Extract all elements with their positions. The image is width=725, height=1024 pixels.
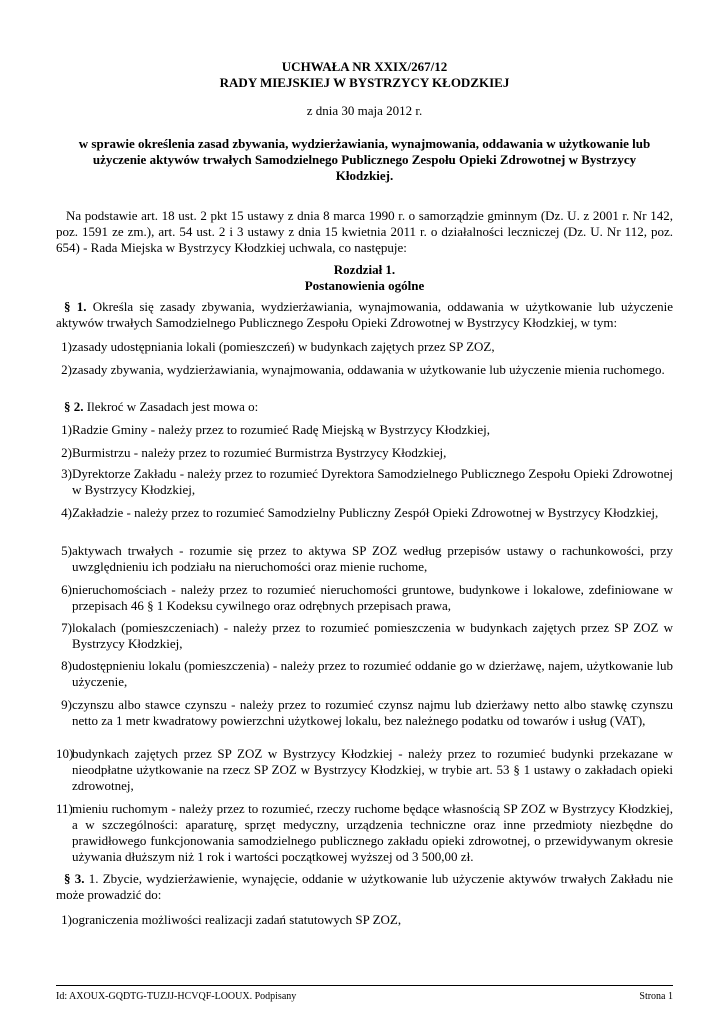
list-item-text: czynszu albo stawce czynszu - należy przez to rozumieć czynsz najmu lub dzierżawy netto albo stawkę czynszu netto za 1 metr kwadratowy powierzchni użytkowej lokalu, bez należnego podatku od towarów i usług (VAT),	[72, 697, 673, 728]
list-item	[56, 466, 673, 498]
preamble: Na podstawie art. 18 ust. 2 pkt 15 ustawy z dnia 8 marca 1990 r. o samorządzie gminnym (Dz. U. z 2001 r. Nr 142, poz. 1591 ze zm.), art. 54 ust. 2 i 3 ustawy z dnia 15 kwietnia 2011 r. o działalności leczniczej (Dz. U. Nr 112, poz. 654) - Rada Miejska w Bystrzycy Kłodzkiej uchwala, co następuje:	[56, 208, 673, 255]
list-item-text: Zakładzie - należy przez to rozumieć Samodzielny Publiczny Zespół Opieki Zdrowotnej w Bystrzycy Kłodzkiej,	[72, 505, 659, 520]
paragraph-1-text: Określa się zasady zbywania, wydzierżawiania, wynajmowania, oddawania w użytkowanie lub użyczenie aktywów trwałych Samodzielnego Publicznego Zespołu Opieki Zdrowotnej w Bystrzycy Kłodzkiej, w tym:	[56, 299, 673, 330]
list-item	[56, 339, 673, 355]
document-id: Id: AXOUX-GQDTG-TUZJJ-HCVQF-LOOUX. Podpisany	[56, 991, 297, 1002]
list-item	[56, 746, 673, 794]
list-item-text: zasady udostępniania lokali (pomieszczeń) w budynkach zajętych przez SP ZOZ,	[72, 339, 495, 354]
list-item-number: 1)	[61, 339, 72, 354]
list-item-number: 2)	[61, 445, 72, 460]
list-item-text: lokalach (pomieszczeniach) - należy przez to rozumieć pomieszczenia w budynkach zajętych przez SP ZOZ w Bystrzycy Kłodzkiej,	[72, 620, 673, 651]
list-item-number: 1)	[61, 422, 72, 437]
list-item-number: 4)	[61, 505, 72, 520]
list-item-text: nieruchomościach - należy przez to rozumieć nieruchomości gruntowe, budynkowe i lokalowe, zdefiniowane w przepisach 46 § 1 Kodeksu cywilnego oraz odrębnych przepisach prawa,	[72, 582, 673, 613]
list-item-number: 10)	[56, 746, 74, 761]
chapter-heading	[56, 262, 673, 294]
list-item	[56, 801, 673, 865]
list-item	[56, 912, 673, 928]
paragraph-3-text: 1. Zbycie, wydzierżawienie, wynajęcie, oddanie w użytkowanie lub użyczenie aktywów trwałych Zakładu nie może prowadzić do:	[56, 871, 673, 902]
list-item-text: ograniczenia możliwości realizacji zadań statutowych SP ZOZ,	[72, 912, 402, 927]
chapter-number: Rozdział 1.	[333, 262, 396, 277]
list-item-number: 2)	[61, 362, 72, 377]
resolution-title	[56, 59, 673, 91]
subject-line-2: użyczenie aktywów trwałych Samodzielnego Publicznego Zespołu Opieki Zdrowotnej w Bystrzycy	[92, 152, 637, 167]
list-item-text: budynkach zajętych przez SP ZOZ w Bystrzycy Kłodzkiej - należy przez to rozumieć budynki przekazane w nieodpłatne użytkowanie na rzecz SP ZOZ w Bystrzycy Kłodzkiej, w trybie art. 53 § 1 ustawy o zakładach opieki zdrowotnej,	[72, 746, 673, 793]
list-item-text: zasady zbywania, wydzierżawiania, wynajmowania, oddawania w użytkowanie lub użyczenie mienia ruchomego.	[72, 362, 665, 377]
list-item	[56, 620, 673, 652]
list-item-text: udostępnieniu lokalu (pomieszczenia) - należy przez to rozumieć oddanie go w dzierżawę, najem, użytkowanie lub użyczenie,	[72, 658, 673, 689]
list-item	[56, 658, 673, 690]
subject-line-3: Kłodzkiej.	[335, 168, 394, 183]
list-item-text: Dyrektorze Zakładu - należy przez to rozumieć Dyrektora Samodzielnego Publicznego Zespołu Opieki Zdrowotnej w Bystrzycy Kłodzkiej,	[72, 466, 673, 497]
list-item-number: 5)	[61, 543, 72, 558]
list-item	[56, 362, 673, 378]
page-number: Strona 1	[639, 991, 673, 1002]
paragraph-3-label: § 3.	[64, 871, 85, 886]
list-item-number: 3)	[61, 466, 72, 481]
list-item	[56, 697, 673, 729]
chapter-title: Postanowienia ogólne	[304, 278, 425, 293]
list-item-text: Radzie Gminy - należy przez to rozumieć Radę Miejską w Bystrzycy Kłodzkiej,	[72, 422, 491, 437]
resolution-subject	[56, 136, 673, 184]
list-item-number: 9)	[61, 697, 72, 712]
list-item-number: 11)	[56, 801, 73, 816]
list-item	[56, 422, 673, 438]
list-item-text: mieniu ruchomym - należy przez to rozumieć, rzeczy ruchome będące własnością SP ZOZ w Bystrzycy Kłodzkiej, a w szczególności: aparaturę, sprzęt medyczny, urządzenia techniczne oraz inne przedmioty niezbędne do prawidłowego funkcjonowania samodzielnego publicznego zakładu opieki zdrowotnej, o przewidywanym okresie używania dłuższym niż 1 rok i wartości początkowej wyższej od 3 500,00 zł.	[72, 801, 673, 864]
list-item-number: 1)	[61, 912, 72, 927]
list-item	[56, 445, 673, 461]
list-item-number: 6)	[61, 582, 72, 597]
list-item-text: Burmistrzu - należy przez to rozumieć Burmistrza Bystrzycy Kłodzkiej,	[72, 445, 447, 460]
paragraph-1	[56, 299, 673, 331]
title-line-1: UCHWAŁA NR XXIX/267/12	[281, 59, 448, 74]
list-item	[56, 582, 673, 614]
list-item-text: aktywach trwałych - rozumie się przez to aktywa SP ZOZ według przepisów ustawy o rachunkowości, przy uwzględnieniu ich podziału na nieruchomości oraz mienie ruchome,	[72, 543, 673, 574]
paragraph-2-text: Ilekroć w Zasadach jest mowa o:	[86, 399, 259, 414]
paragraph-3	[56, 871, 673, 903]
subject-line-1: w sprawie określenia zasad zbywania, wydzierżawiania, wynajmowania, oddawania w użytkowanie lub	[78, 136, 651, 151]
footer-divider	[56, 985, 673, 986]
title-line-2: RADY MIEJSKIEJ W BYSTRZYCY KŁODZKIEJ	[219, 75, 510, 90]
list-item-number: 7)	[61, 620, 72, 635]
paragraph-1-label: § 1.	[64, 299, 87, 314]
list-item	[56, 505, 673, 521]
list-item	[56, 543, 673, 575]
paragraph-2-label: § 2.	[64, 399, 84, 414]
resolution-date: z dnia 30 maja 2012 r.	[306, 103, 423, 118]
list-item-number: 8)	[61, 658, 72, 673]
paragraph-2	[56, 399, 673, 415]
